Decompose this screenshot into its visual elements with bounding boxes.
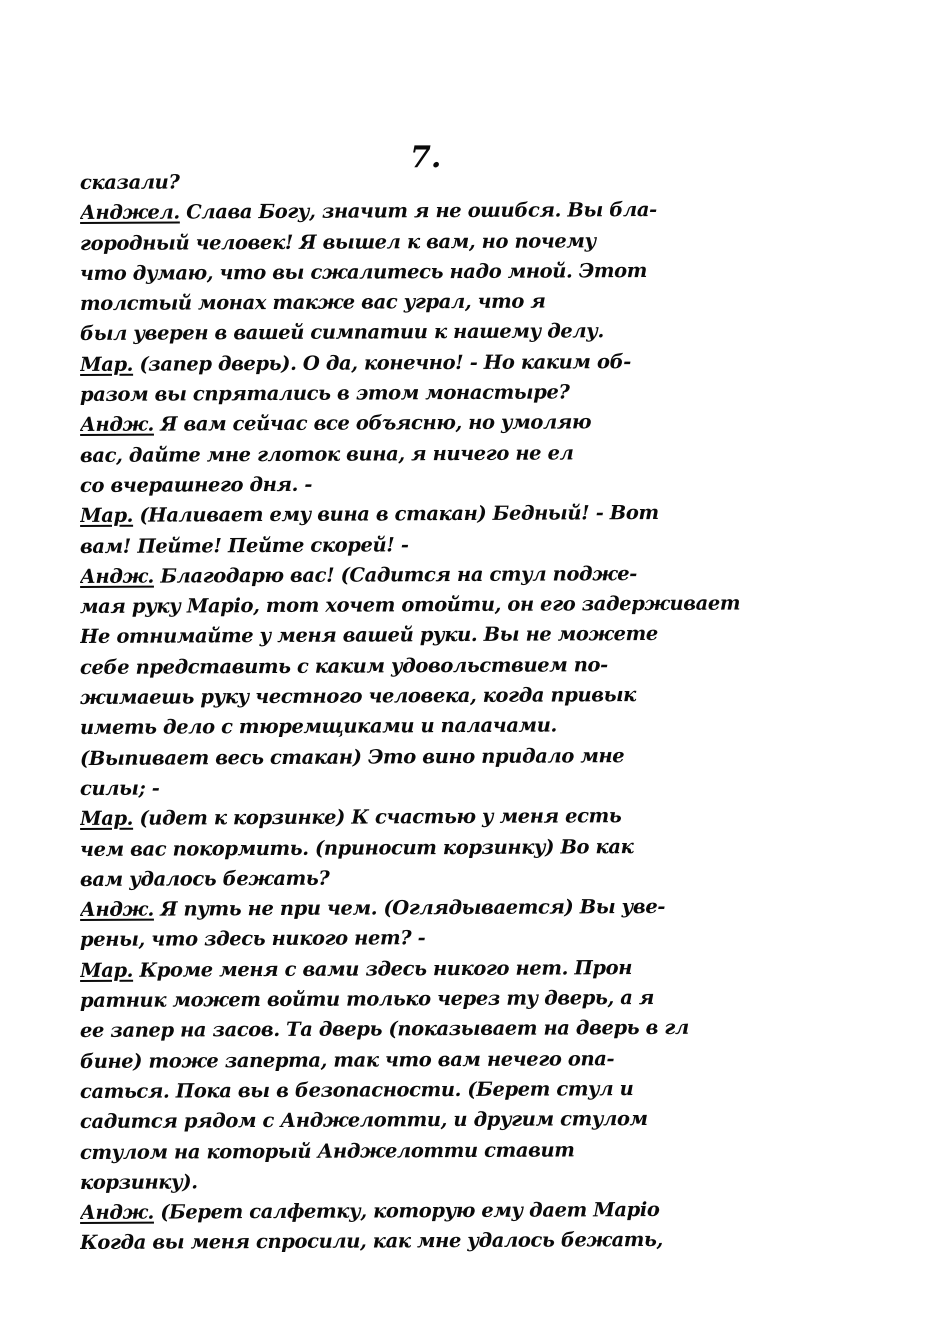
manuscript-line	[80, 467, 850, 501]
manuscript-line	[80, 618, 850, 652]
speaker-name: Андж.	[79, 564, 154, 588]
speaker-name: Андж.	[79, 897, 154, 922]
manuscript-line	[80, 376, 850, 410]
speaker-name: Андж.	[79, 1200, 154, 1225]
line-text: чем вас покормить. (приносит корзинку) Во как	[79, 834, 634, 861]
speaker-name: Андж.	[79, 412, 154, 437]
manuscript-line	[80, 982, 850, 1016]
line-text: (запер дверь). О да, конечно! - Но каким об-	[132, 349, 631, 376]
manuscript-line	[80, 952, 850, 986]
line-text: силы; -	[79, 776, 160, 800]
line-text: Благодарю вас! (Садится на стул подже-	[153, 561, 638, 588]
manuscript-line	[80, 679, 850, 713]
manuscript-line	[80, 1073, 850, 1107]
manuscript-line	[80, 285, 850, 319]
line-text: Кроме меня с вами здесь никого нет. Прон	[132, 955, 633, 982]
line-text: городный человек! Я вышел к вам, но почему	[79, 228, 596, 255]
line-text: вам! Пейте! Пейте скорей! -	[79, 532, 409, 558]
manuscript-line	[80, 891, 850, 925]
manuscript-line	[80, 921, 850, 955]
line-text: толстый монах также вас уграл, что я	[79, 289, 546, 316]
line-text: иметь дело с тюремщиками и палачами.	[79, 713, 557, 740]
manuscript-line	[80, 588, 850, 622]
manuscript-line	[80, 770, 850, 804]
speaker-name: Мар.	[79, 958, 134, 982]
line-text: сказали?	[79, 170, 180, 194]
manuscript-line	[80, 1194, 850, 1228]
manuscript-line	[80, 346, 850, 380]
line-text: Не отнимайте у меня вашей руки. Вы не можете	[79, 622, 658, 649]
manuscript-line	[80, 528, 850, 562]
line-text: жимаешь руку честного человека, когда привык	[79, 683, 636, 710]
line-text: что думаю, что вы сжалитесь надо мной. Этот	[79, 258, 648, 285]
line-text: Когда вы меня спросили, как мне удалось бежать,	[79, 1228, 663, 1255]
speaker-name: Мар.	[79, 503, 134, 528]
line-text: Я путь не при чем. (Оглядывается) Вы уве-	[153, 895, 666, 921]
manuscript-line	[80, 406, 850, 440]
line-text: мая руку Марiо, тот хочет отойти, он его задерживает	[79, 591, 741, 619]
line-text: ратник может войти только через ту дверь, а я	[79, 986, 655, 1013]
manuscript-line	[80, 649, 850, 683]
manuscript-line	[80, 800, 850, 834]
line-text: вам удалось бежать?	[79, 866, 330, 891]
manuscript-line	[80, 1133, 850, 1167]
line-text: Я вам сейчас все объясню, но умоляю	[153, 410, 592, 436]
manuscript-line	[80, 861, 850, 895]
line-text: себе представить с каким удовольствием по-	[79, 652, 608, 679]
manuscript-line	[80, 1224, 850, 1258]
line-text: (Наливает ему вина в стакан) Бедный! - Вот	[132, 501, 659, 527]
line-text: (Выпивает весь стакан) Это вино придало мне	[79, 743, 625, 770]
manuscript-line	[80, 194, 850, 228]
manuscript-line	[80, 497, 850, 531]
line-text: саться. Пока вы в безопасности. (Берет стул и	[79, 1077, 634, 1103]
manuscript-line	[80, 225, 850, 259]
speaker-name: Анджел.	[79, 200, 180, 225]
speaker-name: Мар.	[79, 352, 134, 376]
manuscript-line	[80, 830, 850, 864]
manuscript-text	[80, 168, 850, 1259]
line-text: вас, дайте мне глоток вина, я ничего не ел	[79, 441, 574, 467]
speaker-name: Мар.	[79, 806, 134, 831]
manuscript-line	[80, 1103, 850, 1137]
manuscript-line	[80, 709, 850, 743]
manuscript-line	[80, 437, 850, 471]
manuscript-line	[80, 255, 850, 289]
line-text: Слава Богу, значит я не ошибся. Вы бла-	[179, 198, 657, 224]
line-text: корзинку).	[79, 1170, 198, 1194]
line-text: (идет к корзинке) К счастью у меня есть	[132, 804, 622, 830]
line-text: садится рядом с Анджелотти, и другим стулом	[79, 1107, 648, 1134]
manuscript-line	[80, 1164, 850, 1198]
manuscript-line	[80, 558, 850, 592]
line-text: ее запер на засов. Та дверь (показывает на дверь в гл	[79, 1016, 689, 1043]
line-text: был уверен в вашей симпатии к нашему делу.	[79, 319, 604, 346]
line-text: разом вы спрятались в этом монастыре?	[79, 380, 570, 407]
line-text: со вчерашнего дня. -	[79, 472, 313, 497]
page-number: 7.	[410, 140, 442, 175]
line-text: рены, что здесь никого нет? -	[79, 926, 426, 952]
manuscript-line	[80, 315, 850, 349]
manuscript-line	[80, 164, 850, 198]
line-text: стулом на который Анджелотти ставит	[79, 1137, 575, 1164]
manuscript-line	[80, 1012, 850, 1046]
line-text: бине) тоже заперта, так что вам нечего опа-	[79, 1046, 615, 1073]
manuscript-line	[80, 740, 850, 774]
manuscript-line	[80, 1043, 850, 1077]
line-text: (Берет салфетку, которую ему дает Марiо	[153, 1198, 660, 1224]
